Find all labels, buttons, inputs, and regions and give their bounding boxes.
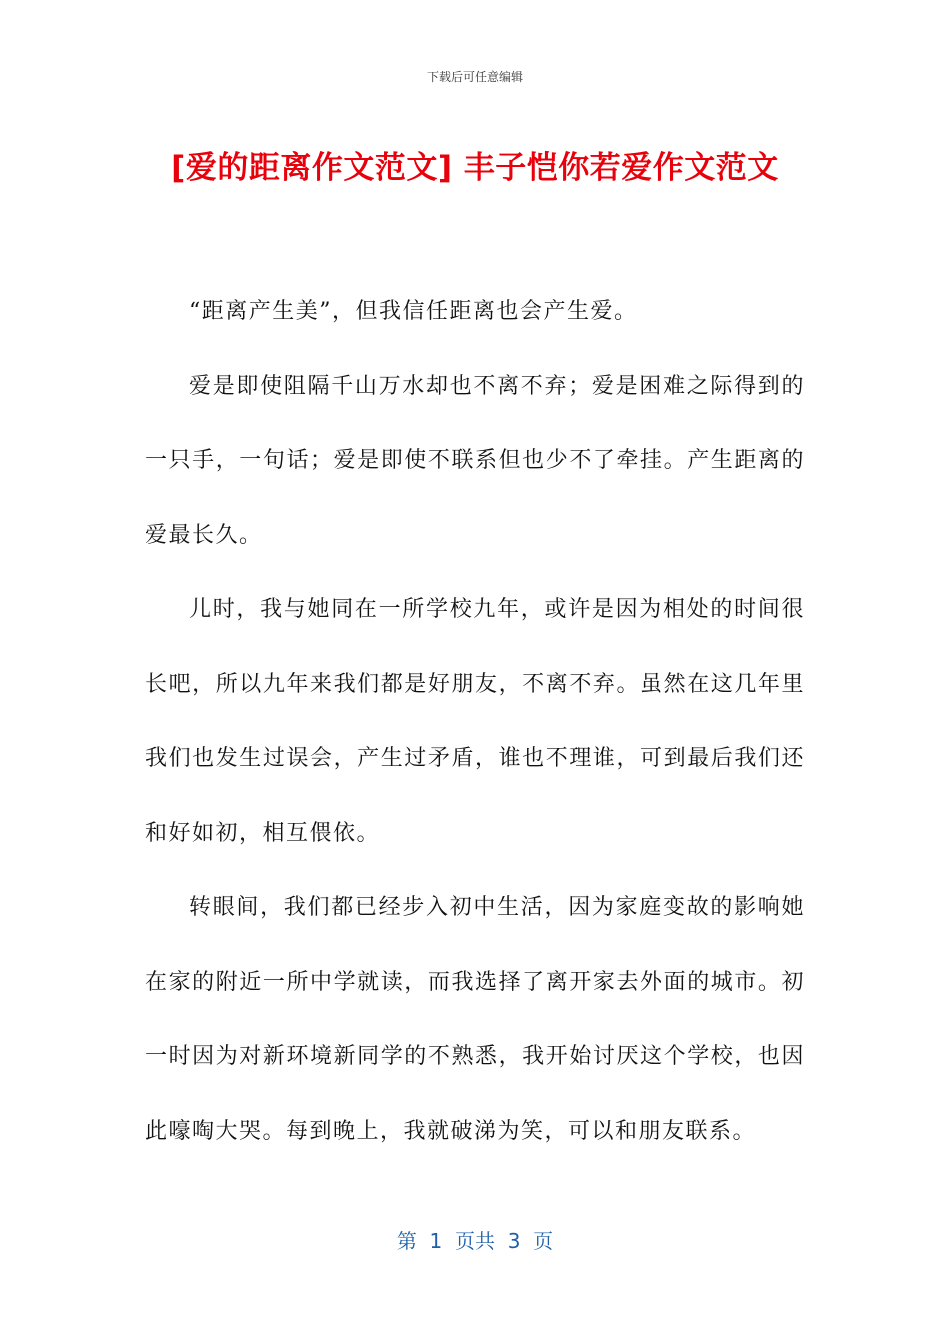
paragraph: 儿时，我与她同在一所学校九年，或许是因为相处的时间很长吧，所以九年来我们都是好朋友，不离不弃。虽然在这几年里我们也发生过误会，产生过矛盾，谁也不理谁，可到最后我们还和好如初，相互偎依。: [145, 597, 805, 846]
header-note: 下载后可任意编辑: [426, 70, 523, 84]
document-title: [爱的距离作文范文] 丰子恺你若爱作文范文: [171, 150, 779, 186]
document-body: [145, 275, 805, 1169]
paragraph: 转眼间，我们都已经步入初中生活，因为家庭变故的影响她在家的附近一所中学就读，而我选择了离开家去外面的城市。初一时因为对新环境新同学的不熟悉，我开始讨厌这个学校，也因此嚎啕大哭。每到晚上，我就破涕为笑，可以和朋友联系。: [145, 895, 805, 1144]
paragraph: 爱是即使阻隔千山万水却也不离不弃；爱是困难之际得到的一只手，一句话；爱是即使不联系但也少不了牵挂。产生距离的爱最长久。: [145, 373, 805, 548]
paragraph: “距离产生美”，但我信任距离也会产生爱。: [189, 299, 638, 324]
page-number: 第 1 页共 3 页: [396, 1229, 554, 1253]
